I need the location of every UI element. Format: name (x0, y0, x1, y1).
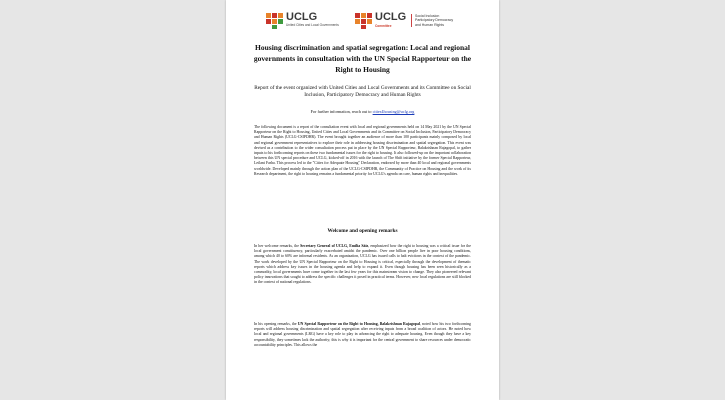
contact-line (248, 109, 477, 114)
document-title: Housing discrimination and spatial segregation: Local and regional governments in consultation with the UN Special Rapporteur on the Right to Housing (253, 43, 472, 74)
document-page (226, 0, 499, 400)
welcome-speaker: Secretary General of UCLG, Emilia Sáiz (300, 244, 369, 248)
report-subtitle: Report of the event organized with United Cities and Local Governments and its Committee on Social Inclusion, Participatory Democracy and Human Rights (254, 85, 471, 99)
uclg-logo (266, 11, 346, 33)
section-heading: Welcome and opening remarks (327, 228, 398, 234)
committee-logo-description: Social Inclusion Participatory Democracy and Human Rights (411, 14, 467, 27)
contact-email-link[interactable]: cities4housing@uclg.org (372, 109, 415, 114)
opening-text-start: In his opening remarks, the (254, 322, 298, 326)
uclg-logo-subtitle: United Cities and Local Governments (286, 23, 339, 27)
welcome-text-rest: , emphasized how the right to housing was a critical issue for the local government constituency, particularly exacerbated amidst the pandemic. Over one billion people live in poor housing conditions, among which 40 to 60% are informal residents. As an organization, UCLG has issued calls to halt evictions in the context of the pandemic. The work developed by the UN Special Rapporteur on the Right to Housing is critical, especially through the development of thematic reports which address key issues in the housing agenda and help to expand it. Even though housing has been seen historically as a commodity, local governments have come together in the last few years for this mainstream vision to change. They also pioneered relevant policy innovations that sought to address the specific challenges it posed in practical terms. However, new local regulations are still blocked in the context of national regulations. (254, 244, 471, 285)
opening-speaker: UN Special Rapporteur on the Right to Housing, Balakrishnan Rajagopal (297, 322, 420, 326)
committee-logo-mark-icon (355, 13, 373, 29)
committee-logo-name: UCLG (375, 11, 407, 23)
welcome-text-start: In her welcome remarks, the (254, 244, 301, 248)
contact-prefix: For further information, reach out to (310, 109, 373, 114)
intro-paragraph: The following document is a report of the consultation event with local and regional governments held on 14 May 2021 by the UN Special Rapporteur on the Right to Housing, United Cities and Local Governments and its Committee on Social Inclusion, Participatory Democracy and Human Rights (UCLG-CSIPDHR). The event brought together an audience of more than 100 participants mainly composed by local and regional government representatives to explore their role in addressing housing discrimination and spatial segregation. This event was devised as a contribution to the wider consultation process put in place by the UN Special Rapporteur, Balakrishnan Rajagopal, to gather inputs to his forthcoming reports on these two fundamental issues for the right to housing. It also followed-up on the important collaboration between this UN special procedure and UCLG, kicked-off in 2016 with the launch of The Shift initiative by the former Special Rapporteur, Leilani Farha. This process led to the "Cities for Adequate Housing" Declaration, endorsed by more than 40 local and regional governments worldwide. Developed mainly through the action plan of the UCLG-CSIPDHR, the Community of Practice on Housing and the work of its Research department, the right to housing remains a fundamental priority for UCLG's agenda on care, human rights and inequalities. (254, 125, 471, 176)
opening-paragraph (254, 322, 471, 348)
logo-header (226, 9, 499, 35)
committee-logo (355, 11, 465, 33)
welcome-paragraph (254, 244, 471, 286)
uclg-logo-name: UCLG (286, 11, 318, 23)
uclg-logo-mark-icon (266, 13, 284, 29)
opening-text-rest: , noted how his two forthcoming reports will address housing discrimination and spatial segregation after receiving inputs from a broad coalition of actors. He noted how local and regional governments (LRG) have a key role to play in advancing the right to adequate housing. Even though they have a key responsibility, they sometimes lack the authority; this is why it is important for the central government to share resources under democratic accountability principles. This allows the (254, 322, 471, 347)
committee-logo-subtitle: Committee (375, 24, 392, 28)
